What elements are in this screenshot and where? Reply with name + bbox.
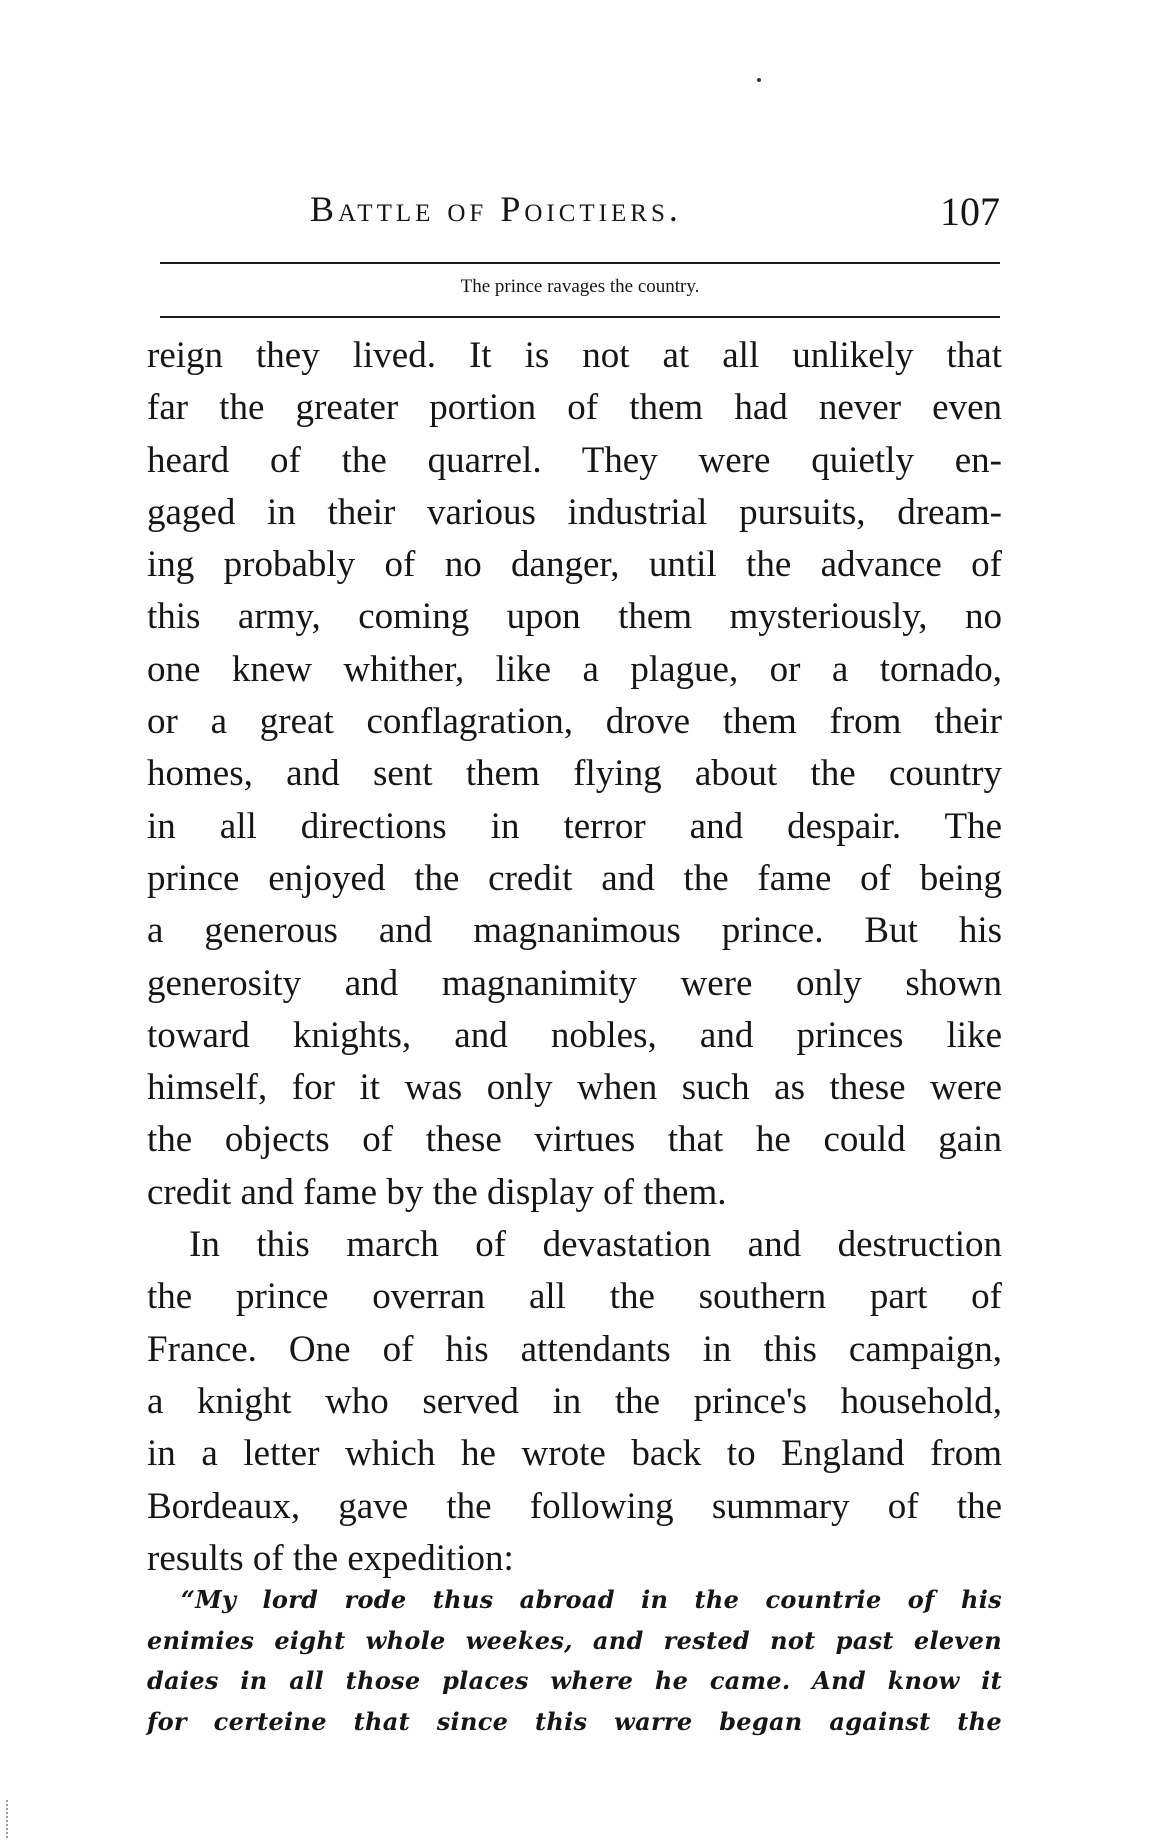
text-line: a generous and magnanimous prince. But his [147,910,1002,952]
text-line: ing probably of no danger, until the advance of [147,544,1002,586]
page-number: 107 [940,189,1000,234]
text-line: reign they lived. It is not at all unlikely that [147,335,1002,376]
text-line: one knew whither, like a plague, or a tornado, [147,648,1002,690]
running-head [160,188,1000,248]
text-line: prince enjoyed the credit and the fame of being [147,857,1002,899]
text-line: homes, and sent them flying about the country [147,753,1002,795]
quote-line: “My lord rode thus abroad in the countrie of his [181,1585,1002,1614]
text-line: results of the expedition: [147,1537,514,1579]
text-line: or a great conflagration, drove them from their [147,701,1002,743]
text-line: far the greater portion of them had never even [147,387,1002,429]
text-line: toward knights, and nobles, and princes like [147,1014,1002,1056]
blackletter-quotation [147,1580,1002,1742]
ink-speck [757,78,761,82]
text-line: this army, coming upon them mysteriously, no [147,596,1002,638]
margin-mark [6,1800,10,1838]
quote-line: for certeine that since this warre began against the [147,1706,1002,1736]
paragraph-2 [147,1219,1002,1585]
body-text [147,330,1002,1585]
text-line: credit and fame by the display of them. [147,1171,727,1213]
text-line: generosity and magnanimity were only shown [147,962,1002,1004]
text-line: France. One of his attendants in this campaign, [147,1328,1002,1370]
text-line: in all directions in terror and despair. The [147,805,1002,847]
quote-line: daies in all those places where he came. And know it [147,1666,1002,1695]
header-rule-bottom [160,316,1000,318]
text-line: a knight who served in the prince's household, [147,1380,1002,1422]
side-heading: The prince ravages the country. [460,276,700,297]
text-line: in a letter which he wrote back to England from [147,1433,1002,1475]
text-line: the objects of these virtues that he could gain [147,1119,1002,1161]
text-line: himself, for it was only when such as these were [147,1067,1002,1109]
text-line: In this march of devastation and destruction [189,1224,1002,1266]
text-line: gaged in their various industrial pursuits, dream- [147,491,1002,533]
paragraph-1 [147,330,1002,1219]
text-line: Bordeaux, gave the following summary of the [147,1485,1002,1527]
quote-line: enimies eight whole weekes, and rested not past eleven [147,1625,1002,1655]
running-title: Battle of Poictiers. [310,189,682,229]
text-line: heard of the quarrel. They were quietly en- [147,439,1002,481]
text-line: the prince overran all the southern part of [147,1276,1002,1318]
header-rule-top [160,262,1000,264]
